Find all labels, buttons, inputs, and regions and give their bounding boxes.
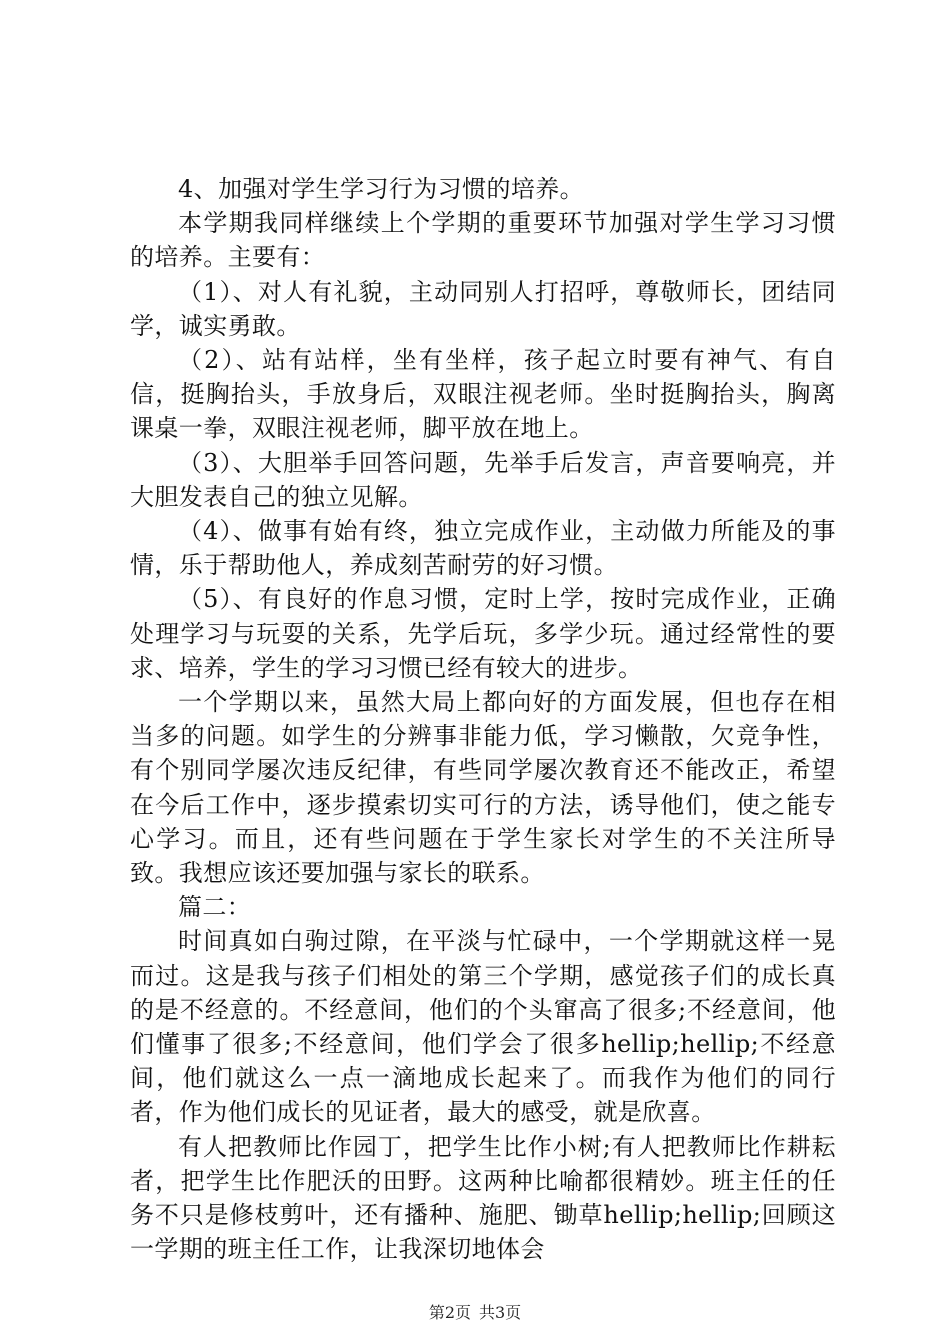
paragraph: 有人把教师比作园丁，把学生比作小树;有人把教师比作耕耘者，把学生比作肥沃的田野。这两种比喻都很精妙。班主任的任务不只是修枝剪叶，还有播种、施肥、锄草hellip;hellip;回顾这一学期的班主任工作，让我深切地体会: [130, 1132, 836, 1264]
page-footer: [0, 1303, 950, 1323]
section-heading: 篇二：: [178, 893, 252, 922]
paragraph: 一个学期以来，虽然大局上都向好的方面发展，但也存在相当多的问题。如学生的分辨事非能力低，学习懒散，欠竞争性，有个别同学屡次违反纪律，有些同学屡次教育还不能改正，希望在今后工作中，逐步摸索切实可行的方法，诱导他们，使之能专心学习。而且，还有些问题在于学生家长对学生的不关注所导致。我想应该还要加强与家长的联系。: [130, 688, 836, 888]
list-item: （1）、对人有礼貌，主动同别人打招呼，尊敬师长，团结同学，诚实勇敢。: [130, 277, 836, 340]
section-heading: 4、加强对学生学习行为习惯的培养。: [178, 175, 585, 203]
page-total: 共3页: [479, 1303, 522, 1322]
list-item: （4）、做事有始有终，独立完成作业，主动做力所能及的事情，乐于帮助他人，养成刻苦耐劳的好习惯。: [130, 517, 836, 580]
list-item: （5）、有良好的作息习惯，定时上学，按时完成作业，正确处理学习与玩耍的关系，先学后玩，多学少玩。通过经常性的要求、培养，学生的学习习惯已经有较大的进步。: [130, 585, 836, 682]
list-item: （3）、大胆举手回答问题，先举手后发言，声音要响亮，并大胆发表自己的独立见解。: [130, 448, 836, 511]
page-number: 第2页: [428, 1303, 471, 1322]
paragraph: 时间真如白驹过隙，在平淡与忙碌中，一个学期就这样一晃而过。这是我与孩子们相处的第三个学期，感觉孩子们的成长真的是不经意的。不经意间，他们的个头窜高了很多;不经意间，他们懂事了很多;不经意间，他们学会了很多hellip;hellip;不经意间，他们就这么一点一滴地成长起来了。而我作为他们的同行者，作为他们成长的见证者，最大的感受，就是欣喜。: [130, 927, 836, 1127]
document-body: [130, 172, 836, 1267]
list-item: （2）、站有站样，坐有坐样，孩子起立时要有神气、有自信，挺胸抬头，手放身后，双眼注视老师。坐时挺胸抬头，胸离课桌一拳，双眼注视老师，脚平放在地上。: [130, 346, 836, 443]
paragraph: 本学期我同样继续上个学期的重要环节加强对学生学习习惯的培养。主要有：: [130, 209, 836, 272]
